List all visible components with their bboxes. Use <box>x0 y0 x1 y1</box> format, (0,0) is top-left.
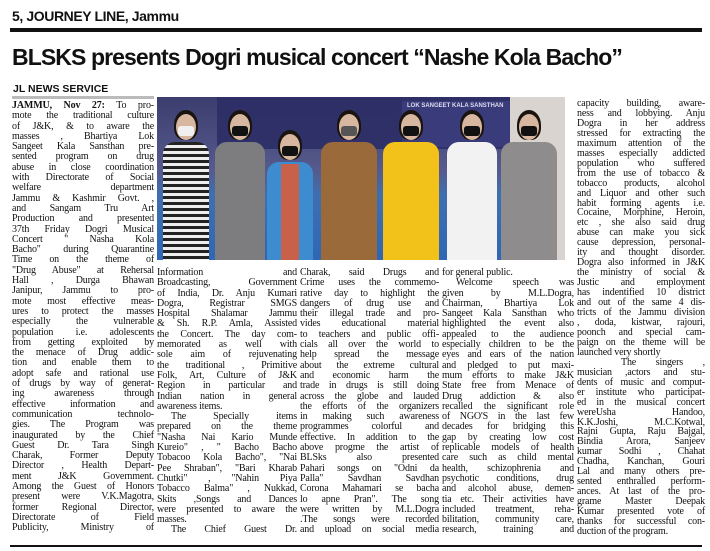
article-line: ity and thought disorder. <box>577 247 705 259</box>
article-line: Hall , Durga Bhawan <box>12 275 154 287</box>
article-line: Broadcasting, Government <box>157 277 297 289</box>
article-column-1 <box>12 101 154 533</box>
article-line: and out of the same 4 dis- <box>577 297 705 309</box>
article-line: trade in drugs is still doing <box>300 380 439 392</box>
article-line: abuse in close coordination <box>12 161 154 173</box>
article-line: Folk, Art, Culture of J&K <box>157 369 297 381</box>
article-line: & Sh. R.P. Amla, Assisted <box>157 318 297 330</box>
article-line: communication technolo- <box>12 408 154 420</box>
article-line: present were V.K.Magotra, <box>12 491 154 503</box>
photo-shape <box>232 126 248 136</box>
article-line: gies. The Program was <box>12 419 154 431</box>
article-line: masses , Bhartiya Lok <box>12 130 154 142</box>
article-line: Janipur, Jammu to pro- <box>12 285 154 297</box>
article-line: replicable models of health <box>442 442 574 454</box>
section-header: 5, JOURNEY LINE, Jammu <box>12 8 179 24</box>
article-line: Charak, said Drugs and <box>300 267 439 278</box>
article-line: State free from Menace of <box>442 380 574 392</box>
article-line: Hospital Shalamar Jammu <box>157 308 297 320</box>
article-line: above progme the artist of <box>300 442 439 454</box>
article-line: Crime uses the commemo- <box>300 277 439 289</box>
article-line: Publicity, Ministry of <box>12 522 154 534</box>
article-line: population i.e. adolescents <box>12 326 154 338</box>
article-line: Drug addiction & also <box>442 390 574 402</box>
article-line: BLSks also presented <box>300 452 439 464</box>
article-line: maximum attention of the <box>577 137 705 149</box>
article-line: especially children to be the <box>442 339 574 351</box>
photo-shape <box>403 126 419 136</box>
article-line: health, schizophrenia and <box>442 462 574 474</box>
article-line: Kumar presented vote of <box>577 506 705 518</box>
article-line: grame Master Deepak <box>577 496 705 508</box>
article-line: about the extreme cultural <box>300 359 439 371</box>
article-line: Pee Shraban", "Bari Kharab <box>157 462 297 474</box>
photo-shape <box>341 126 357 136</box>
photo-shape <box>281 164 299 260</box>
article-line: Chadha, Kanchan, Gouri <box>577 456 705 468</box>
header-rule <box>10 28 702 32</box>
article-line: .The songs were recorded <box>300 514 439 526</box>
article-line: ment J&K Government. <box>12 470 154 482</box>
article-line: Pahari songs on "Odni da <box>300 462 439 474</box>
photo-shape <box>178 126 194 136</box>
article-line: the traditional , Primitive <box>157 359 297 371</box>
article-line: Rajni Gupta, Raju Bajgal, <box>577 426 705 438</box>
article-line: poonch and special cam- <box>577 326 705 338</box>
banner-text: LOK SANGEET KALA SANSTHAN <box>407 103 504 109</box>
photo-shape <box>521 126 537 136</box>
article-line: Dogra in her address <box>577 117 705 129</box>
article-line: Corona Mahamari se bacha <box>300 483 439 495</box>
article-line-text: To pro- <box>104 100 154 111</box>
article-line: Bindia Arora, Sanjeev <box>577 436 705 448</box>
article-line: eyes and ears of the nation <box>442 349 574 361</box>
article-line: and economic harm the <box>300 369 439 381</box>
article-line: tia etc. Their activities have <box>442 493 574 505</box>
article-line: Production and presented <box>12 213 154 225</box>
article-line: effective. In addition to the <box>300 431 439 443</box>
article-line: etc , she also said drug <box>577 217 705 229</box>
article-line: mote most effective meas- <box>12 295 154 307</box>
photo-shape <box>501 142 557 260</box>
article-line: Time on the theme of <box>12 254 154 266</box>
photo-person <box>321 110 377 260</box>
article-line: musician ,actors and stu- <box>577 366 705 378</box>
article-line: and Liquor and other such <box>577 187 705 199</box>
article-line: given by M.L.Dogra, <box>442 287 574 299</box>
article-line: Chairman, Bhartiya Lok <box>442 297 574 309</box>
article-line: the efforts of the organizers <box>300 400 439 412</box>
article-line: Chutki" , "Nahin Piya <box>157 472 297 484</box>
article-line: former Regional Director, <box>12 501 154 513</box>
article-line: prepared on the theme <box>157 421 297 433</box>
article-line: Among the Guest of Honors <box>12 480 154 492</box>
article-line: Palla" Savdhan Savdhan <box>300 472 439 484</box>
headline: BLSKS presents Dogri musical concert “Nashe Kola Bacho” <box>12 44 623 70</box>
article-line: the Concert. The day com- <box>157 328 297 340</box>
photo-shape <box>215 142 265 260</box>
article-line: paign on the theme will be <box>577 336 705 348</box>
article-line: Indian nation in general <box>157 390 297 402</box>
article-line: Cocaine, Morphine, Heroin, <box>577 207 705 219</box>
article-line: Concert " Nasha Kola <box>12 233 154 245</box>
article-line: sented program on drug <box>12 151 154 163</box>
article-line: welfare department <box>12 182 154 194</box>
article-line: mum efforts to make J&K <box>442 369 574 381</box>
article-line: were written by M.L.Dogra <box>300 503 439 515</box>
article-line: 37th Friday Dogri Musical <box>12 223 154 235</box>
article-line: Sangeet Kala Sansthan who <box>442 308 574 320</box>
article-line: sole aim of rejuvenating <box>157 349 297 361</box>
event-photo <box>157 97 565 260</box>
article-line: Sangeet Kala Sansthan pre- <box>12 141 154 153</box>
article-line: kumar Sodhi , Chahat <box>577 446 705 458</box>
article-line: dents of music and comput- <box>577 376 705 388</box>
article-line: rative day to highlight the <box>300 287 439 299</box>
article-line: wereUsha Handoo, <box>577 406 705 418</box>
article-line: cials all over the world to <box>300 339 439 351</box>
article-line: lo apne Pran". The song <box>300 493 439 505</box>
article-column-3 <box>300 268 439 536</box>
article-line: and Sangam Tru Art <box>12 202 154 214</box>
article-line: help spread the message <box>300 349 439 361</box>
article-line: appealed to the audience <box>442 328 574 340</box>
article-line: included treatment, reha- <box>442 503 574 515</box>
photo-person <box>501 110 557 260</box>
photo-shape <box>163 142 209 260</box>
article-line: in making such awareness <box>300 411 439 423</box>
article-line: Kureio" , " Bacho Bacho <box>157 442 297 454</box>
article-line: ing awareness through <box>12 388 154 400</box>
article-line: ness and lobbying. Anju <box>577 107 705 119</box>
article-line: population who suffered <box>577 157 705 169</box>
article-line: dangers of drug use and <box>300 297 439 309</box>
article-line: Dogra also informed in J&K <box>577 257 705 269</box>
article-line: "Nasha Nai Kario Munde <box>157 431 297 443</box>
article-line: stressed for extracting the <box>577 127 705 139</box>
article-line: Justic and employment <box>577 277 705 289</box>
article-line: of drugs by way of generat- <box>12 378 154 390</box>
article-line: of J&K, & to aware the <box>12 120 154 132</box>
article-line: duction of the program. <box>577 525 668 537</box>
photo-person <box>163 110 209 260</box>
article-line: were presented to aware the <box>157 503 297 515</box>
article-line: and pledged to put maxi- <box>442 359 574 371</box>
article-line: Welcome speech was <box>456 277 574 289</box>
article-line: Directorate of Field <box>12 511 154 523</box>
article-column-4 <box>442 268 574 536</box>
article-line: effective information and <box>12 398 154 410</box>
photo-shape <box>383 142 439 260</box>
article-line: cause depression, personal- <box>577 237 705 249</box>
article-line: awareness items. <box>157 400 223 412</box>
article-line: from getting exploited by <box>12 336 154 348</box>
photo-shape <box>464 126 480 136</box>
article-line: highlighted the event also <box>442 318 574 330</box>
article-line: memorated as well with <box>157 339 297 351</box>
article-line: care such as child mental <box>442 452 574 464</box>
article-line: ed in the musical concert <box>577 396 705 408</box>
article-line: capacity building, aware- <box>577 98 705 109</box>
article-line: the menace of Drug addic- <box>12 347 154 359</box>
article-line: habit forming agents i.e. <box>577 197 705 209</box>
article-line: thanks for successful con- <box>577 516 705 528</box>
article-line: The singers , <box>621 356 705 368</box>
article-line: gap by creating low cost <box>442 431 574 443</box>
article-line: Information and <box>157 267 297 278</box>
article-line: er institute who participat- <box>577 386 705 398</box>
article-line: psychotic conditions, drug <box>442 472 574 484</box>
article-line: decades for bridging this <box>442 421 574 433</box>
article-line: Tobacco Balma" , Nukkad, <box>157 483 297 495</box>
article-line: of India, Dr. Anju Kumari <box>157 287 297 299</box>
article-line: from the use of tobacco & <box>577 167 705 179</box>
byline: JL NEWS SERVICE <box>13 83 109 95</box>
article-line: to teachers and public offi- <box>300 328 439 340</box>
footer-rule <box>10 545 702 547</box>
article-line: especially the vulnerable <box>12 316 154 328</box>
article-line: masses. <box>157 514 187 526</box>
photo-shape <box>321 142 377 260</box>
article-line: Region in particular and <box>157 380 297 392</box>
article-line: across the globe and lauded <box>300 390 439 402</box>
article-column-2 <box>157 268 297 536</box>
article-line: for general public. <box>442 267 513 278</box>
article-line: sented enthralled perform- <box>577 476 705 488</box>
article-line: , doda, kistwar, rajouri, <box>577 316 705 328</box>
article-line: tion and enable them to <box>12 357 154 369</box>
article-line: Dogra, Registrar SMGS <box>157 297 297 309</box>
article-line: ures to protect the masses <box>12 305 154 317</box>
byline-divider <box>12 96 154 99</box>
article-line: ances. At last of the pro- <box>577 486 705 498</box>
article-line: programmes colorful and <box>300 421 439 433</box>
article-line: abuse can make you sick <box>577 227 705 239</box>
article-line: Lal and many others pre- <box>577 466 705 478</box>
article-line: vides educational material <box>300 318 439 330</box>
article-line: has indentified 10 district <box>577 287 705 299</box>
article-line: Jammu & Kashmir Govt. , <box>12 192 154 204</box>
photo-person <box>215 110 265 260</box>
article-line: the ministry of social & <box>577 267 705 279</box>
article-line: recalled the significant role <box>442 400 574 412</box>
dateline: JAMMU, Nov 27: <box>12 100 105 111</box>
article-line: and upload on social media <box>300 524 439 536</box>
article-line: Skits ,Songs and Dances <box>157 493 297 505</box>
photo-person <box>267 130 313 260</box>
article-line: Bacho" during Quarantine <box>12 244 154 256</box>
photo-shape <box>447 142 497 260</box>
article-line: research, training and <box>442 524 574 536</box>
article-line: adopt safe and rational use <box>12 367 154 379</box>
article-line: their illegal trade and pro- <box>300 308 439 320</box>
article-line: The Chief Guest Dr. <box>171 524 297 536</box>
article-line: and alcohol abuse, demen- <box>442 483 574 495</box>
article-line: of NGO'S in the last few <box>442 411 574 423</box>
article-line: Director , Health Depart- <box>12 460 154 472</box>
article-line: bilitation, community care, <box>442 514 574 526</box>
article-line: with Directorate of Social <box>12 172 154 184</box>
article-line: Guest Dr. Tara Singh <box>12 439 154 451</box>
article-line: tricts of the Jammu division <box>577 307 705 319</box>
article-column-5 <box>577 99 705 537</box>
article-line: masses especially addicted <box>577 147 705 159</box>
article-line: Charak, Former Deputy <box>12 450 154 462</box>
article-line: "Drug Abuse" at Rehersal <box>12 264 154 276</box>
photo-shape <box>282 146 298 156</box>
article-line: K.K.Joshi, M.C.Kotwal, <box>577 416 705 428</box>
article-line: tobacco products, alcohol <box>577 177 705 189</box>
photo-person <box>383 110 439 260</box>
article-line: Tobacoo Kola Bacho", "Nai <box>157 452 297 464</box>
article-line: launched very shortly <box>577 346 661 358</box>
photo-person <box>447 110 497 260</box>
article-line: inaugurated by the Chief <box>12 429 154 441</box>
article-line: mote the traditional culture <box>12 110 154 122</box>
article-line: The Specially items <box>171 411 297 423</box>
